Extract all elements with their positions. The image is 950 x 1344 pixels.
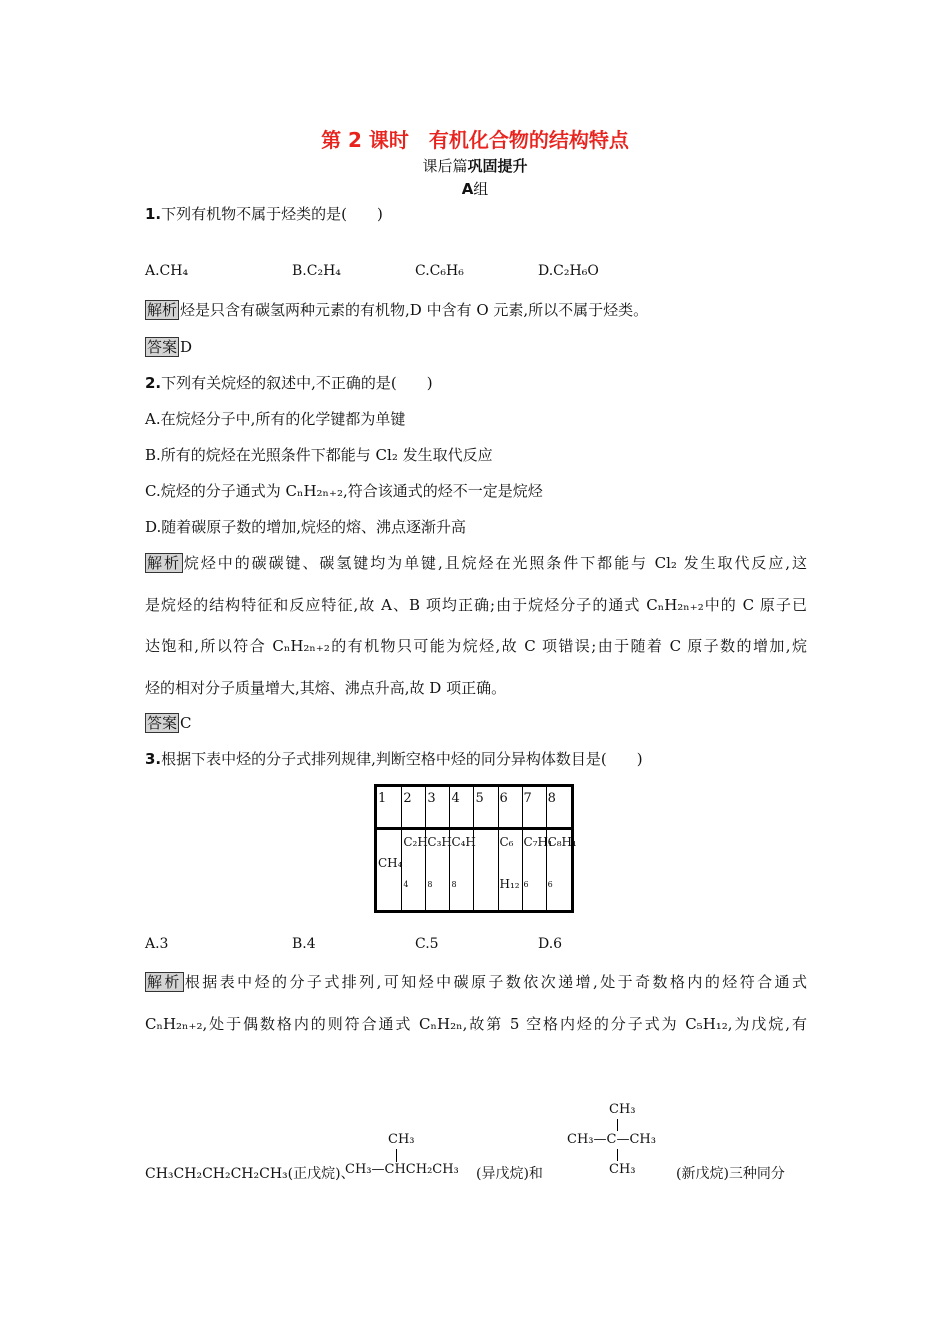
neopentane-main: CH₃—C—CH₃ xyxy=(567,1132,656,1147)
q3-option-a: A.3 xyxy=(145,936,169,952)
q3-option-d: D.6 xyxy=(538,936,563,952)
table-cell-blank xyxy=(474,829,498,912)
question-1-stem: 1.下列有机物不属于烃类的是( ) xyxy=(145,205,383,223)
analysis-tag: 解析 xyxy=(147,973,182,991)
page-title: 第 2 课时 有机化合物的结构特点 xyxy=(321,128,629,152)
q2-analysis-line-1: 解析 烷烃中的碳碳键、碳氢键均为单键,且烷烃在光照条件下都能与 Cl₂ 发生取代反应,这 xyxy=(147,554,807,572)
answer-tag: 答案 xyxy=(147,714,178,732)
table-header-cell: 7 xyxy=(522,786,546,829)
table-cell: CH₄ xyxy=(376,829,402,912)
analysis-tag: 解析 xyxy=(147,554,181,572)
page-subtitle: 课后篇巩固提升 xyxy=(422,157,528,175)
table-header-cell: 2 xyxy=(402,786,426,829)
table-cell: C₆ H₁₂ xyxy=(498,829,522,912)
question-3-stem: 3.根据下表中烃的分子式排列规律,判断空格中烃的同分异构体数目是( ) xyxy=(145,750,643,768)
q2-option-c: C.烷烃的分子通式为 CₙH₂ₙ₊₂,符合该通式的烃不一定是烷烃 xyxy=(145,482,543,500)
q3-analysis-line-2: CₙH₂ₙ₊₂,处于偶数格内的则符合通式 CₙH₂ₙ,故第 5 空格内烃的分子式为 C₅H₁₂,为戊烷,有 xyxy=(145,1015,807,1033)
q3-option-b: B.4 xyxy=(292,936,316,952)
isopentane-name: (异戊烷)和 xyxy=(476,1166,543,1182)
table-header-cell: 1 xyxy=(376,786,402,829)
neopentane-top: CH₃ xyxy=(609,1102,636,1117)
group-label: A组 xyxy=(461,180,489,198)
q2-answer: 答案 C xyxy=(147,714,192,732)
n-pentane-formula: CH₃CH₂CH₂CH₂CH₃(正戊烷)、 xyxy=(145,1166,355,1182)
q2-option-d: D.随着碳原子数的增加,烷烃的熔、沸点逐渐升高 xyxy=(145,518,467,536)
table-cell: C₇H₁ 6 xyxy=(522,829,546,912)
hydrocarbon-table xyxy=(374,784,577,913)
table-header-cell: 5 xyxy=(474,786,498,829)
q3-analysis-line-1: 解析 根据表中烃的分子式排列,可知烃中碳原子数依次递增,处于奇数格内的烃符合通式 xyxy=(147,973,807,991)
table-header-cell: 3 xyxy=(426,786,450,829)
isopentane-bond xyxy=(396,1149,397,1162)
q2-option-b: B.所有的烷烃在光照条件下都能与 Cl₂ 发生取代反应 xyxy=(145,446,493,464)
neopentane-name: (新戊烷)三种同分 xyxy=(676,1166,785,1182)
question-2-stem: 2.下列有关烷烃的叙述中,不正确的是( ) xyxy=(145,374,433,392)
table-cell: C₈H₁ 6 xyxy=(546,829,572,912)
table-header-cell: 6 xyxy=(498,786,522,829)
neopentane-bottom: CH₃ xyxy=(609,1162,636,1177)
q2-option-a: A.在烷烃分子中,所有的化学键都为单键 xyxy=(145,410,406,428)
neopentane-bond-bottom xyxy=(617,1149,618,1161)
q2-analysis-line-4: 烃的相对分子质量增大,其熔、沸点升高,故 D 项正确。 xyxy=(145,679,507,697)
answer-tag: 答案 xyxy=(147,338,178,356)
q3-option-c: C.5 xyxy=(415,936,439,952)
q2-analysis-line-2: 是烷烃的结构特征和反应特征,故 A、B 项均正确;由于烷烃分子的通式 CₙH₂ₙ₊₂中的 C 原子已 xyxy=(145,596,807,614)
table-header-cell: 8 xyxy=(546,786,572,829)
q1-answer: 答案 D xyxy=(147,338,193,356)
isopentane-branch: CH₃ xyxy=(388,1132,415,1147)
q1-option-a: A.CH₄ xyxy=(145,263,189,279)
q2-analysis-line-3: 达饱和,所以符合 CₙH₂ₙ₊₂的有机物只可能为烷烃,故 C 项错误;由于随着 C 原子数的增加,烷 xyxy=(145,637,807,655)
q1-analysis: 解析 烃是只含有碳氢两种元素的有机物,D 中含有 O 元素,所以不属于烃类。 xyxy=(147,301,649,319)
table-cell: C₄H 8 xyxy=(450,829,474,912)
table-header-cell: 4 xyxy=(450,786,474,829)
analysis-tag: 解析 xyxy=(147,301,178,319)
q1-option-c: C.C₆H₆ xyxy=(415,263,464,279)
isopentane-formula: CH₃—CHCH₂CH₃ xyxy=(345,1162,459,1177)
neopentane-bond-top xyxy=(617,1119,618,1131)
q1-option-b: B.C₂H₄ xyxy=(292,263,341,279)
q1-option-d: D.C₂H₆O xyxy=(538,263,599,279)
table-cell: C₃H 8 xyxy=(426,829,450,912)
table-cell: C₂H 4 xyxy=(402,829,426,912)
